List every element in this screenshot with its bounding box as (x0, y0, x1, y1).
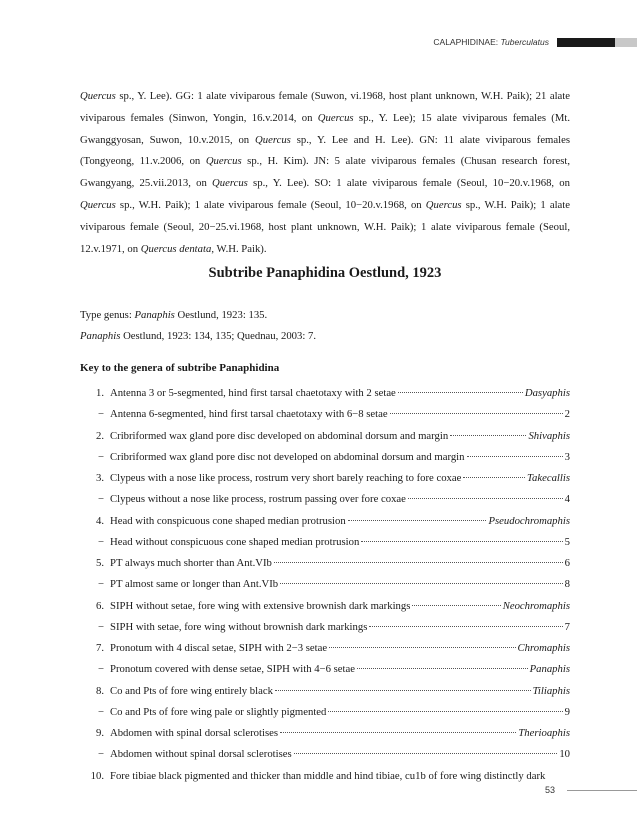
key-leader (357, 668, 528, 669)
page-footer (545, 785, 637, 795)
key-row (80, 472, 570, 493)
key-row (80, 600, 570, 621)
key-number: 3. (95, 472, 104, 484)
key-leader (280, 732, 516, 733)
key-leader (294, 753, 558, 754)
synonym-line (80, 326, 316, 347)
running-head (433, 35, 637, 49)
key-text: Co and Pts of fore wing pale or slightly pigmented (110, 705, 327, 718)
type-genus-line (80, 305, 316, 326)
specimen-paragraph (80, 86, 570, 260)
key-number: 6. (95, 599, 104, 612)
key-row (80, 430, 570, 451)
para-text: sp., Y. Lee). GG: 1 alate viviparous female (Suwon, vi.1968, host plant unknown, W.H. Paik); 21 alate viviparous females (Sinwon, Yongin, 16.v.2014, on (80, 90, 570, 124)
key-number: − (97, 620, 104, 633)
type-genus-citation: Oestlund, 1923: 135. (174, 309, 268, 321)
key-number: 1. (95, 387, 104, 399)
key-text: Pronotum with 4 discal setae, SIPH with 2−3 setae (110, 642, 328, 654)
key-result: Dasyaphis (524, 387, 570, 399)
key-result: Tiliaphis (532, 684, 570, 697)
para-text: sp., W.H. Paik); 1 alate viviparous female (Seoul, 10−20.v.1968, on (115, 198, 426, 211)
key-number: 7. (95, 642, 104, 654)
key-result: Chromaphis (517, 642, 570, 654)
key-row (80, 578, 570, 599)
key-text: Antenna 6-segmented, hind first tarsal chaetotaxy with 6−8 setae (110, 408, 388, 421)
key-result: 2 (564, 408, 570, 421)
key-leader (274, 562, 563, 563)
key-text: Fore tibiae black pigmented and thicker than middle and hind tibiae, cu1b of fore wing distinctly dark (110, 769, 546, 782)
key-text: Clypeus without a nose like process, rostrum passing over fore coxae (110, 493, 406, 506)
key-result: Panaphis (529, 663, 570, 676)
key-number: − (97, 535, 104, 548)
key-row (80, 387, 570, 408)
key-number: − (97, 705, 104, 718)
key-text: Cribriformed wax gland pore disc developed on abdominal dorsum and margin (110, 429, 449, 442)
key-result: Pseudochromaphis (488, 514, 570, 527)
key-result: 9 (564, 705, 570, 718)
key-leader (463, 477, 525, 478)
type-genus-name: Panaphis (134, 309, 175, 321)
key-leader (467, 456, 563, 457)
running-head-bar (557, 38, 615, 47)
key-number: 4. (95, 514, 104, 527)
key-row (80, 748, 570, 769)
para-italic: Quercus (317, 111, 354, 124)
key-row (80, 515, 570, 536)
type-genus-block (80, 305, 316, 347)
key-result: 6 (564, 557, 570, 569)
key-leader (328, 711, 562, 712)
key-text: SIPH with setae, fore wing without brownish dark markings (110, 620, 368, 633)
key-leader (398, 392, 523, 393)
running-head-genus: Tuberculatus (500, 37, 549, 47)
key-text: Antenna 3 or 5-segmented, hind first tarsal chaetotaxy with 2 setae (110, 387, 396, 399)
key-list (80, 387, 570, 791)
running-head-bar-light (615, 38, 637, 47)
key-row (80, 663, 570, 684)
type-genus-label: Type genus: (80, 309, 135, 321)
key-leader (275, 690, 531, 691)
key-result: Therioaphis (518, 727, 570, 739)
key-row (80, 536, 570, 557)
key-result: Takecallis (527, 472, 570, 484)
para-text: , W.H. Paik). (211, 242, 267, 255)
key-result: 8 (564, 578, 570, 591)
synonym-citation: Oestlund, 1923: 134, 135; Quednau, 2003: 7. (120, 330, 317, 342)
key-row (80, 642, 570, 663)
key-leader (369, 626, 562, 627)
key-text: Cribriformed wax gland pore disc not developed on abdominal dorsum and margin (110, 450, 465, 463)
key-number: − (97, 493, 104, 506)
key-leader (408, 498, 563, 499)
key-leader (361, 541, 562, 542)
key-result: Shivaphis (528, 429, 570, 442)
para-text: sp., Y. Lee). SO: 1 alate viviparous female (Seoul, 10−20.v.1968, on (247, 177, 570, 190)
key-text: Pronotum covered with dense setae, SIPH with 4−6 setae (110, 663, 355, 676)
key-row (80, 493, 570, 514)
key-row (80, 451, 570, 472)
footer-rule (567, 790, 637, 791)
key-row (80, 557, 570, 578)
key-row (80, 706, 570, 727)
para-text: sp., H. Kim). JN: 5 alate viviparous females (Chusan research forest, Gwangyang, 25.vii.2013, on (80, 155, 570, 190)
key-row (80, 621, 570, 642)
key-leader (390, 413, 563, 414)
para-italic: Quercus (205, 155, 242, 168)
para-text: sp., Y. Lee); 15 alate viviparous females (Mt. Gwanggyosan, Suwon, 10.v.2015, on (80, 111, 570, 146)
para-italic: Quercus (255, 133, 291, 146)
key-number: 10. (90, 769, 104, 782)
key-text: Head with conspicuous cone shaped median protrusion (110, 514, 346, 527)
para-italic: Quercus dentata (140, 242, 212, 255)
key-number: − (97, 663, 104, 676)
key-result: Neochromaphis (502, 599, 570, 612)
key-leader (348, 520, 487, 521)
key-number: 5. (95, 557, 104, 569)
key-text: SIPH without setae, fore wing with extensive brownish dark markings (110, 599, 411, 612)
page-number: 53 (544, 785, 555, 795)
key-result: 10 (559, 748, 570, 761)
para-italic: Quercus (425, 198, 462, 211)
key-result: 5 (564, 535, 570, 548)
running-head-family: CALAPHIDINAE: (433, 37, 499, 47)
key-number: − (97, 748, 104, 761)
para-text: sp., W.H. Paik); 1 alate viviparous female (Seoul, 20−25.vi.1968, host plant unknown, W.H. Paik); 1 alate viviparous female (Seoul, 12.v.1971, on (80, 198, 570, 255)
key-result: 3 (564, 450, 570, 463)
key-leader (329, 647, 515, 648)
key-leader (412, 605, 500, 606)
key-number: 9. (95, 727, 104, 739)
section-title: Subtribe Panaphidina Oestlund, 1923 (208, 265, 442, 281)
key-heading: Key to the genera of subtribe Panaphidina (80, 362, 280, 374)
key-row (80, 685, 570, 706)
key-text: Abdomen without spinal dorsal sclerotises (110, 748, 292, 761)
key-leader (280, 583, 563, 584)
key-number: 8. (95, 684, 104, 697)
key-text: Clypeus with a nose like process, rostrum very short barely reaching to fore coxae (110, 472, 462, 484)
key-result: 4 (564, 493, 570, 506)
para-text: sp., Y. Lee and H. Lee). GN: 11 alate viviparous females (Tongyeong, 11.v.2006, on (80, 133, 570, 168)
key-row (80, 770, 570, 791)
para-italic: Quercus (80, 198, 116, 211)
key-leader (450, 435, 526, 436)
key-text: Abdomen with spinal dorsal sclerotises (110, 727, 279, 739)
key-number: − (97, 450, 104, 463)
key-number: 2. (95, 429, 104, 442)
key-text: PT almost same or longer than Ant.VIb (110, 578, 279, 591)
key-row (80, 408, 570, 429)
key-result: 7 (564, 620, 570, 633)
key-text: Head without conspicuous cone shaped median protrusion (110, 535, 360, 548)
synonym-genus: Panaphis (80, 330, 121, 342)
key-row (80, 727, 570, 748)
para-italic: Quercus (80, 90, 116, 102)
key-text: PT always much shorter than Ant.VIb (110, 557, 272, 569)
key-text: Co and Pts of fore wing entirely black (110, 684, 273, 697)
para-italic: Quercus (212, 177, 248, 190)
key-number: − (97, 578, 104, 591)
key-number: − (97, 408, 104, 421)
